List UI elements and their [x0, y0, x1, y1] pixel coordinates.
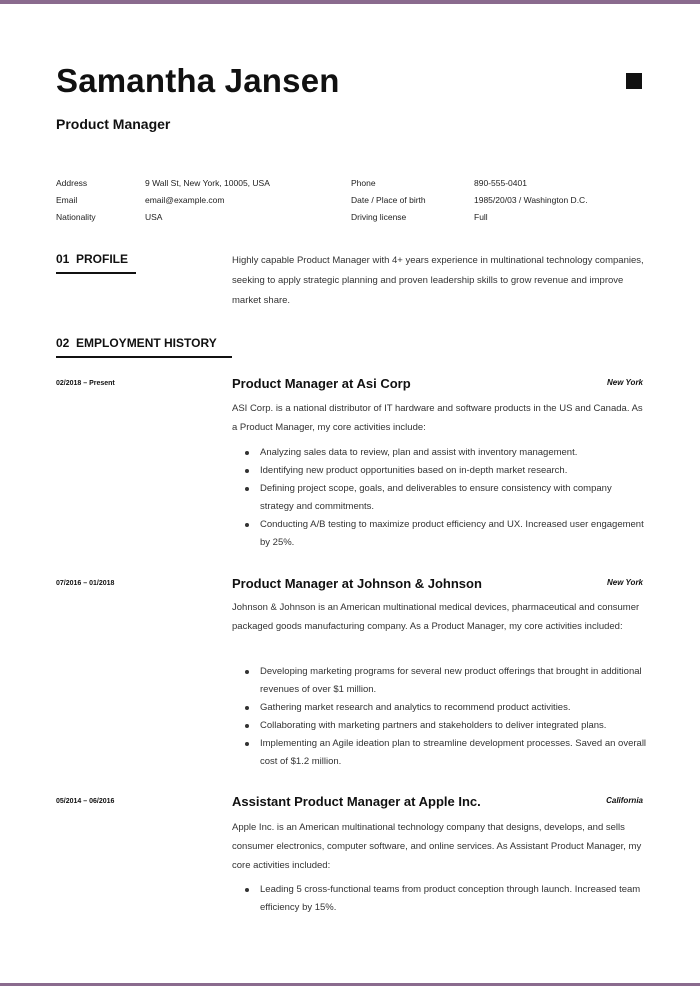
list-item: Leading 5 cross-functional teams from product conception through launch. Increased team efficiency by 15%.	[232, 881, 647, 917]
profile-text: Highly capable Product Manager with 4+ years experience in multinational technology companies, seeking to apply strategic planning and proven leadership skills to grow revenue and improve market share.	[232, 255, 644, 306]
list-item: Gathering market research and analytics to recommend product activities.	[232, 699, 647, 717]
top-border	[0, 0, 700, 4]
info-label: Driving license	[351, 212, 407, 222]
job-bullets	[232, 881, 647, 917]
info-value: Full	[474, 212, 488, 222]
job-description: ASI Corp. is a national distributor of IT hardware and software products in the US and Canada. As a Product Manager, my core activities include:	[232, 403, 643, 433]
profile-heading: 01 PROFILE	[56, 252, 136, 274]
job-title: Product Manager at Johnson & Johnson	[232, 576, 482, 591]
info-value: USA	[145, 212, 163, 222]
candidate-name: Samantha Jansen	[56, 62, 340, 99]
info-value: 1985/20/03 / Washington D.C.	[474, 195, 588, 205]
job-title: Product Manager at Asi Corp	[232, 376, 411, 391]
list-item: Defining project scope, goals, and deliverables to ensure consistency with company strategy and commitments.	[232, 480, 647, 516]
decorative-square-icon	[626, 73, 642, 89]
job-date: 07/2016 – 01/2018	[56, 580, 115, 587]
list-item: Developing marketing programs for several new product offerings that brought in additional revenues of over $1 million.	[232, 663, 647, 699]
job-date: 02/2018 – Present	[56, 380, 115, 387]
info-label: Date / Place of birth	[351, 195, 426, 205]
job-bullets	[232, 444, 647, 552]
list-item: Identifying new product opportunities based on in-depth market research.	[232, 462, 647, 480]
info-value: email@example.com	[145, 195, 225, 205]
info-label: Address	[56, 178, 88, 188]
info-label: Phone	[351, 178, 376, 188]
list-item: Analyzing sales data to review, plan and assist with inventory management.	[232, 444, 647, 462]
list-item: Conducting A/B testing to maximize product efficiency and UX. Increased user engagement by 25%.	[232, 516, 647, 552]
job-location: New York	[606, 578, 643, 587]
job-location: California	[606, 796, 643, 805]
info-value: 890-555-0401	[474, 178, 527, 188]
info-label: Nationality	[56, 212, 96, 222]
list-item: Implementing an Agile ideation plan to streamline development processes. Saved an overall cost of $1.2 million.	[232, 735, 647, 771]
job-description: Johnson & Johnson is an American multinational medical devices, pharmaceutical and consumer packaged goods manufacturing company. As a Product Manager, my core activities included:	[232, 602, 640, 632]
job-date: 05/2014 – 06/2016	[56, 798, 115, 805]
job-location: New York	[606, 378, 643, 387]
list-item: Collaborating with marketing partners and stakeholders to deliver integrated plans.	[232, 717, 647, 735]
employment-heading: 02 EMPLOYMENT HISTORY	[56, 336, 232, 358]
info-value: 9 Wall St, New York, 10005, USA	[145, 178, 270, 188]
info-label: Email	[56, 195, 78, 205]
job-description: Apple Inc. is an American multinational technology company that designs, develops, and sells consumer electronics, computer software, and online services. As Assistant Product Manager, my core activities included:	[232, 822, 642, 871]
candidate-title: Product Manager	[56, 116, 171, 132]
job-title: Assistant Product Manager at Apple Inc.	[232, 794, 481, 809]
job-bullets	[232, 663, 647, 771]
